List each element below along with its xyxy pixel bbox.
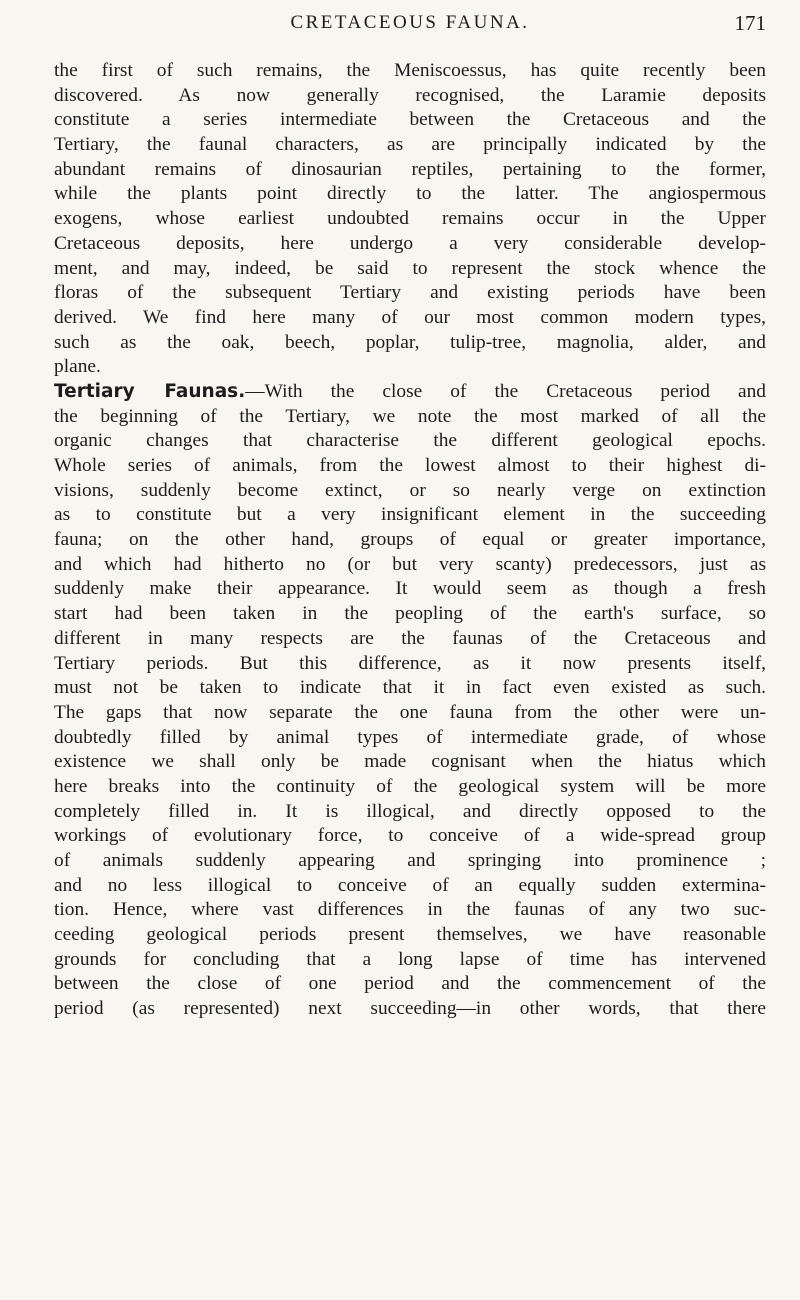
text-line: tion. Hence, where vast differences in the faunas of any two suc- bbox=[54, 899, 766, 921]
running-head bbox=[54, 8, 766, 38]
text-line: Tertiary periods. But this difference, as it now presents itself, bbox=[54, 652, 766, 674]
text-line: grounds for concluding that a long lapse of time has intervened bbox=[54, 948, 766, 970]
text-line: derived. We find here many of our most common modern types, bbox=[54, 306, 766, 328]
section-heading-line bbox=[54, 380, 766, 405]
text-line: discovered. As now generally recognised, the Laramie deposits bbox=[54, 84, 766, 106]
text-line: must not be taken to indicate that it in fact even existed as such. bbox=[54, 677, 766, 699]
text-line: the first of such remains, the Meniscoessus, has quite recently been bbox=[54, 60, 766, 81]
text-line: the beginning of the Tertiary, we note the most marked of all the bbox=[54, 405, 766, 427]
text-line: and which had hitherto no (or but very scanty) predecessors, just as bbox=[54, 553, 766, 575]
text-line: period (as represented) next succeeding—in other words, that there bbox=[54, 998, 766, 1020]
text-line: such as the oak, beech, poplar, tulip-tree, magnolia, alder, and bbox=[54, 331, 766, 353]
text-line: floras of the subsequent Tertiary and existing periods have been bbox=[54, 282, 766, 304]
text-line: fauna; on the other hand, groups of equal or greater importance, bbox=[54, 529, 766, 551]
text-line: between the close of one period and the commencement of the bbox=[54, 973, 766, 995]
text-line: abundant remains of dinosaurian reptiles, pertaining to the former, bbox=[54, 158, 766, 180]
text-line: Cretaceous deposits, here undergo a very considerable develop- bbox=[54, 232, 766, 254]
body-text bbox=[54, 59, 766, 1022]
section-heading-continuation: —With the close of the Cretaceous period and bbox=[245, 380, 766, 402]
text-line: The gaps that now separate the one fauna from the other were un- bbox=[54, 701, 766, 723]
text-line: completely filled in. It is illogical, and directly opposed to the bbox=[54, 800, 766, 822]
paragraph-dinosaur-laramie bbox=[54, 59, 766, 380]
text-line: start had been taken in the peopling of the earth's surface, so bbox=[54, 603, 766, 625]
text-line: workings of evolutionary force, to conceive of a wide-spread group bbox=[54, 825, 766, 847]
text-line: and no less illogical to conceive of an equally sudden extermina- bbox=[54, 874, 766, 896]
page-number: 171 bbox=[734, 11, 766, 35]
text-line: Tertiary, the faunal characters, as are principally indicated by the bbox=[54, 134, 766, 156]
text-line: doubtedly filled by animal types of intermediate grade, of whose bbox=[54, 726, 766, 748]
text-line: constitute a series intermediate between the Cretaceous and the bbox=[54, 109, 766, 131]
text-line: as to constitute but a very insignificant element in the succeeding bbox=[54, 504, 766, 526]
text-line: suddenly make their appearance. It would seem as though a fresh bbox=[54, 578, 766, 600]
text-line: plane. bbox=[54, 356, 101, 378]
text-line: of animals suddenly appearing and springing into prominence ; bbox=[54, 850, 766, 871]
text-line: ceeding geological periods present themselves, we have reasonable bbox=[54, 924, 766, 946]
paragraph-tertiary-faunas bbox=[54, 405, 766, 1022]
text-line: while the plants point directly to the latter. The angiospermous bbox=[54, 183, 766, 205]
text-line: existence we shall only be made cognisant when the hiatus which bbox=[54, 751, 766, 773]
text-line: exogens, whose earliest undoubted remains occur in the Upper bbox=[54, 208, 766, 230]
text-line: organic changes that characterise the different geological epochs. bbox=[54, 430, 766, 452]
section-heading: Tertiary Faunas. bbox=[54, 380, 246, 402]
running-title: CRETACEOUS FAUNA. bbox=[290, 12, 530, 33]
text-line: ment, and may, indeed, be said to represent the stock whence the bbox=[54, 257, 766, 279]
text-line: different in many respects are the faunas of the Cretaceous and bbox=[54, 627, 766, 649]
text-line: Whole series of animals, from the lowest almost to their highest di- bbox=[54, 455, 766, 476]
text-line: here breaks into the continuity of the geological system will be more bbox=[54, 775, 766, 797]
text-line: visions, suddenly become extinct, or so nearly verge on extinction bbox=[54, 479, 766, 501]
